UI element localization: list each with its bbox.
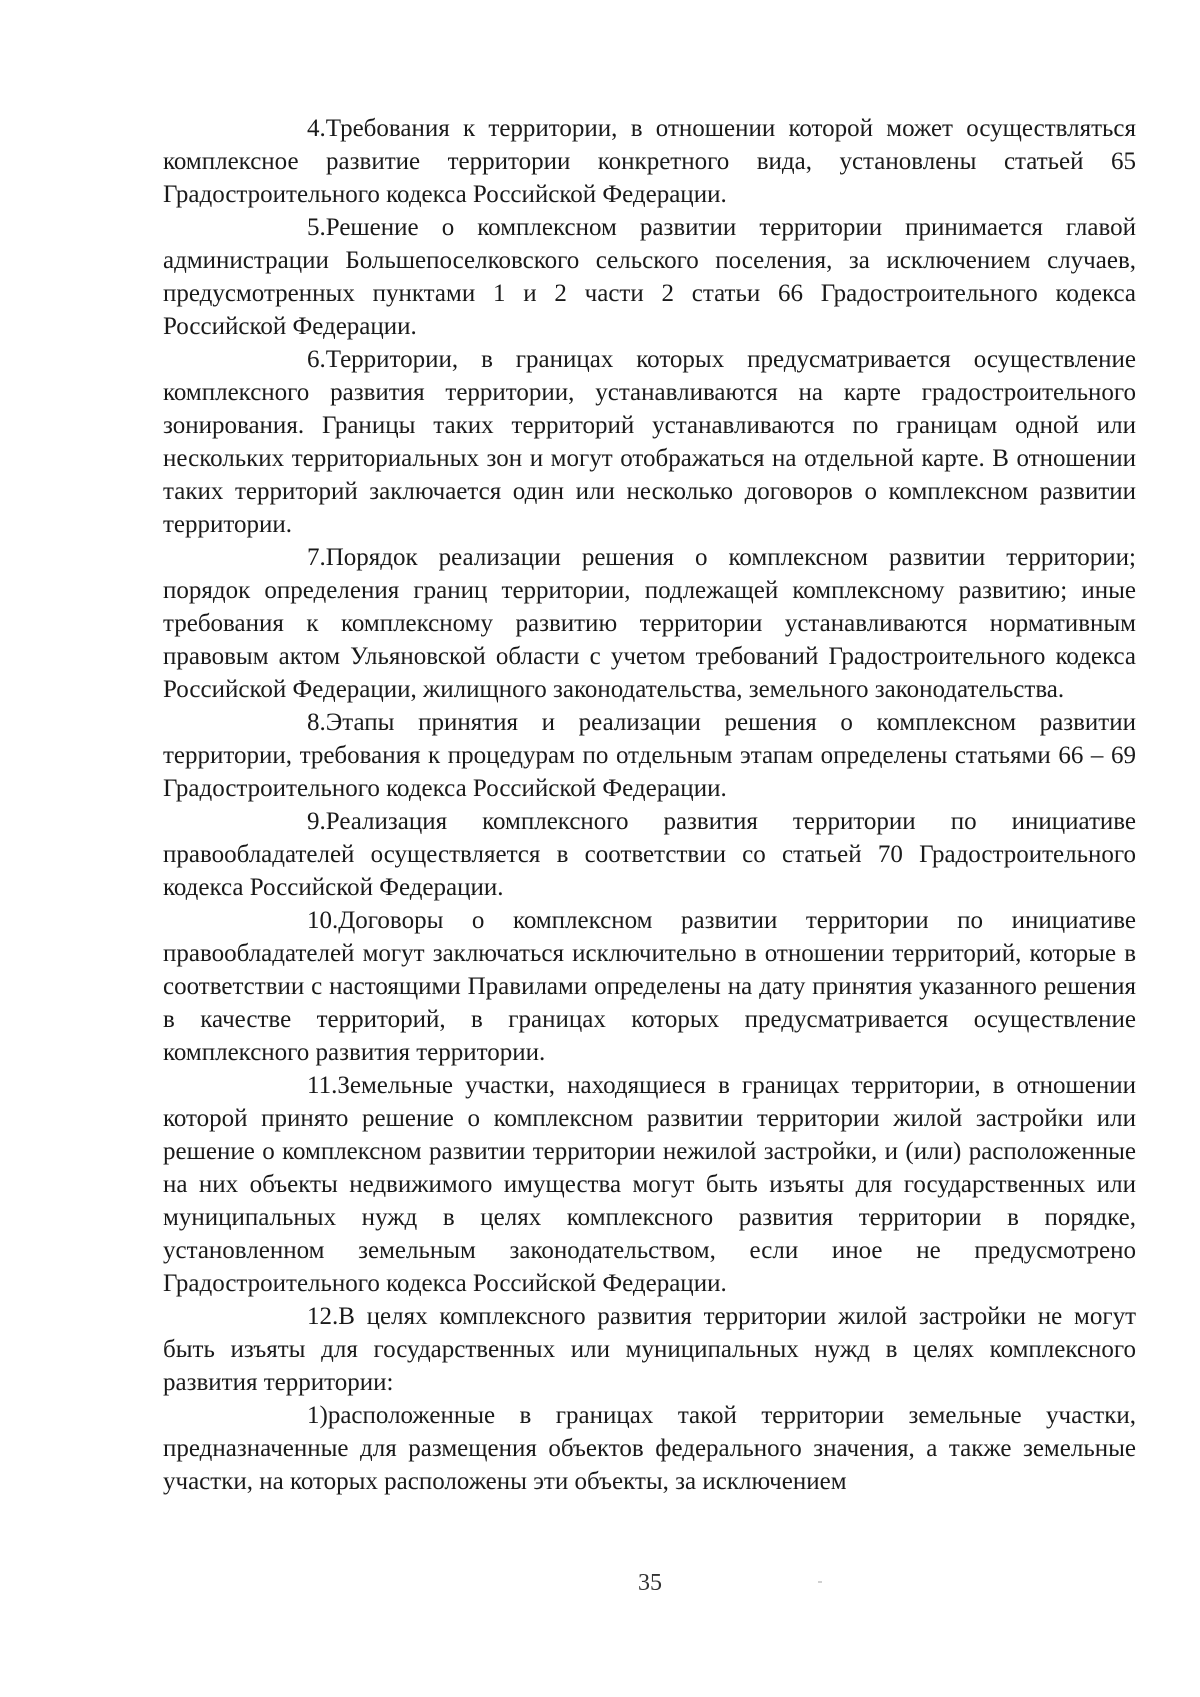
paragraph-text: Договоры о комплексном развитии территории по инициативе правообладателей могут заключаться исключительно в отношении территорий, которые в соответствии с настоящими Правилами определены на дату принятия указанного решения в качестве территорий, в границах которых предусматривается осуществление комплексного развития территории. bbox=[163, 907, 1136, 1066]
paragraph-number: 10. bbox=[307, 907, 339, 934]
paragraph-7 bbox=[163, 541, 1136, 706]
paragraph-text: Решение о комплексном развитии территории принимается главой администрации Большепоселковского сельского поселения, за исключением случаев, предусмотренных пунктами 1 и 2 части 2 статьи 66 Градостроительного кодекса Российской Федерации. bbox=[163, 214, 1136, 340]
paragraph-text: Территории, в границах которых предусматривается осуществление комплексного развития территории, устанавливаются на карте градостроительного зонирования. Границы таких территорий устанавливаются по границам одной или нескольких территориальных зон и могут отображаться на отдельной карте. В отношении таких территорий заключается один или несколько договоров о комплексном развитии территории. bbox=[163, 346, 1136, 538]
paragraph-number: 11. bbox=[307, 1072, 338, 1099]
paragraph-number: 6. bbox=[307, 346, 326, 373]
subparagraph-1 bbox=[163, 1399, 1136, 1498]
paragraph-text: Порядок реализации решения о комплексном развитии территории; порядок определения границ территории, подлежащей комплексному развитию; иные требования к комплексному развитию территории устанавливаются нормативным правовым актом Ульяновской области с учетом требований Градостроительного кодекса Российской Федерации, жилищного законодательства, земельного законодательства. bbox=[163, 544, 1136, 703]
paragraph-number: 5. bbox=[307, 214, 326, 241]
paragraph-text: Этапы принятия и реализации решения о комплексном развитии территории, требования к процедурам по отдельным этапам определены статьями 66 – 69 Градостроительного кодекса Российской Федерации. bbox=[163, 709, 1136, 802]
paragraph-11 bbox=[163, 1069, 1136, 1300]
paragraph-number: 1) bbox=[307, 1402, 328, 1429]
page-number: 35 bbox=[638, 1570, 662, 1596]
paragraph-4 bbox=[163, 112, 1136, 211]
paragraph-text: В целях комплексного развития территории жилой застройки не могут быть изъяты для государственных или муниципальных нужд в целях комплексного развития территории: bbox=[163, 1303, 1136, 1396]
paragraph-number: 7. bbox=[307, 544, 326, 571]
paragraph-text: Требования к территории, в отношении которой может осуществляться комплексное развитие территории конкретного вида, установлены статьей 65 Градостроительного кодекса Российской Федерации. bbox=[163, 115, 1136, 208]
scan-speck bbox=[818, 1581, 822, 1583]
paragraph-6 bbox=[163, 343, 1136, 541]
document-body bbox=[163, 112, 1136, 1498]
paragraph-10 bbox=[163, 904, 1136, 1069]
paragraph-12 bbox=[163, 1300, 1136, 1399]
paragraph-text: Реализация комплексного развития территории по инициативе правообладателей осуществляется в соответствии со статьей 70 Градостроительного кодекса Российской Федерации. bbox=[163, 808, 1136, 901]
paragraph-number: 8. bbox=[307, 709, 326, 736]
paragraph-8 bbox=[163, 706, 1136, 805]
paragraph-number: 9. bbox=[307, 808, 326, 835]
paragraph-number: 12. bbox=[307, 1303, 339, 1330]
paragraph-number: 4. bbox=[307, 115, 326, 142]
paragraph-9 bbox=[163, 805, 1136, 904]
paragraph-text: Земельные участки, находящиеся в границах территории, в отношении которой принято решение о комплексном развитии территории жилой застройки или решение о комплексном развитии территории нежилой застройки, и (или) расположенные на них объекты недвижимого имущества могут быть изъяты для государственных или муниципальных нужд в целях комплексного развития территории в порядке, установленном земельным законодательством, если иное не предусмотрено Градостроительного кодекса Российской Федерации. bbox=[163, 1072, 1136, 1297]
paragraph-text: расположенные в границах такой территории земельные участки, предназначенные для размещения объектов федерального значения, а также земельные участки, на которых расположены эти объекты, за исключением bbox=[163, 1402, 1136, 1495]
paragraph-5 bbox=[163, 211, 1136, 343]
